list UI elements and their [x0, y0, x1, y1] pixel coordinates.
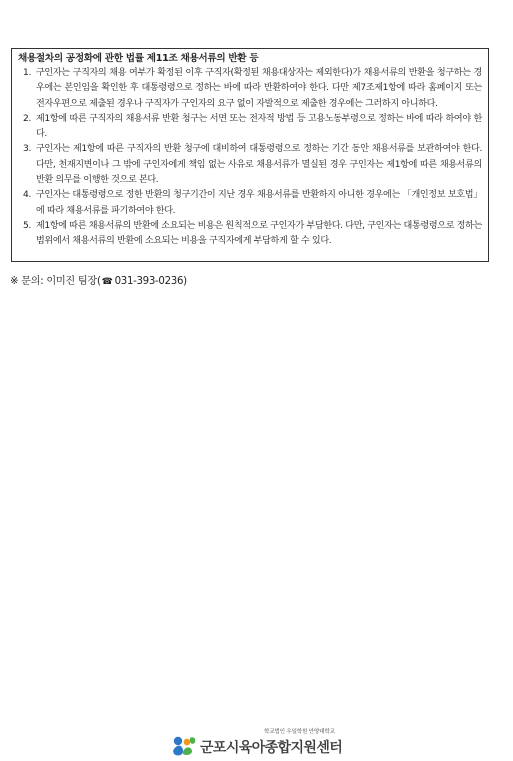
- list-item: [18, 142, 482, 188]
- list-item: [18, 66, 482, 112]
- item-text: 구인자는 대통령령으로 정한 반환의 청구기간이 지난 경우 채용서류를 반환하지 아니한 경우에는 「개인정보 보호법」에 따라 채용서류를 파기하여야 한다.: [36, 190, 482, 216]
- item-text: 제1항에 따른 구직자의 채용서류 반환 청구는 서면 또는 전자적 방법 등 고용노동부령으로 정하는 바에 따라 하여야 한다.: [36, 113, 482, 140]
- contact-phone: 031-393-0236): [114, 276, 187, 287]
- logo-subtitle: 학교법인 우일학원 안양대학교: [264, 729, 335, 735]
- item-number: 3.: [23, 144, 31, 155]
- list-item: [18, 188, 482, 219]
- item-text: 구인자는 구직자의 채용 여부가 확정된 이후 구직자(확정된 채용대상자는 제외한다)가 채용서류의 반환을 청구하는 경우에는 본인임을 확인한 후 대통령령으로 정하는 바에 따라 반환하여야 한다. 다만 제7조제1항에 따라 홈페이지 또는 전자우편으로 제출된 경우나 구직자가 구인자의 요구 없이 자발적으로 제출한 경우에는 그러하지 아니하다.: [36, 68, 482, 109]
- center-logo: [170, 727, 345, 757]
- logo-name: 군포시육아종합지원센터: [200, 740, 343, 756]
- item-text: 구인자는 제1항에 따른 구직자의 반환 청구에 대비하여 대통령령으로 정하는 기간 동안 채용서류를 보관하여야 한다. 다만, 천재지변이나 그 밖에 구인자에게 책임 없는 사유로 채용서류가 멸실된 경우 구인자는 제1항에 따른 채용서류의 반환 의무를 이행한 것으로 본다.: [36, 144, 482, 186]
- law-notice-box: [11, 48, 489, 262]
- item-number: 1.: [23, 68, 31, 78]
- item-text: 제1항에 따른 채용서류의 반환에 소요되는 비용은 원칙적으로 구인자가 부담한다. 다만, 구인자는 대통령령으로 정하는 범위에서 채용서류의 반환에 소요되는 비용을 구직자에게 부담하게 할 수 있다.: [36, 220, 482, 247]
- list-item: [18, 219, 482, 250]
- notice-list: [18, 66, 482, 250]
- item-number: 2.: [23, 113, 31, 124]
- item-number: 4.: [23, 190, 31, 201]
- contact-line: [10, 272, 187, 287]
- contact-prefix: ※ 문의: 이미진 팀장(: [10, 276, 101, 287]
- item-number: 5.: [23, 220, 31, 231]
- logo-mark-icon: [170, 733, 198, 757]
- phone-icon: ☎: [101, 277, 113, 287]
- list-item: [18, 112, 482, 143]
- notice-title: 채용절차의 공정화에 관한 법률 제11조 채용서류의 반환 등: [18, 53, 259, 64]
